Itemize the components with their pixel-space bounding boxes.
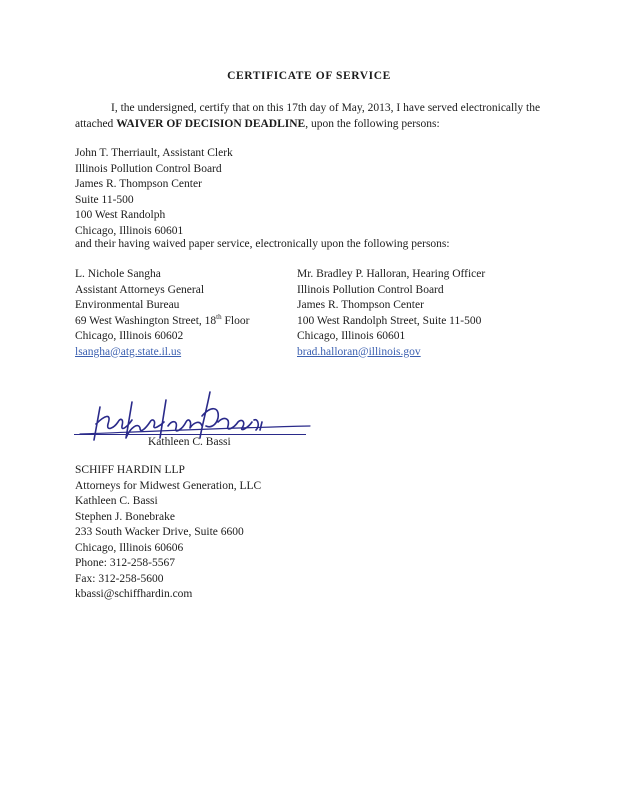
signature-line	[74, 434, 306, 435]
firm-phone: Phone: 312-258-5567	[75, 557, 175, 569]
firm-email[interactable]: kbassi@schiffhardin.com	[75, 588, 193, 600]
clerk-line: 100 West Randolph	[75, 209, 166, 221]
recipient-right-block	[297, 267, 485, 360]
firm-line: 233 South Wacker Drive, Suite 6600	[75, 526, 244, 538]
clerk-line: James R. Thompson Center	[75, 178, 202, 190]
clerk-line: Chicago, Illinois 60601	[75, 224, 184, 237]
recipient-line: Environmental Bureau	[75, 299, 180, 311]
recipient-street	[75, 314, 249, 330]
recipient-line: Chicago, Illinois 60601	[297, 330, 406, 342]
street-text: 69 West Washington Street, 18	[75, 314, 217, 327]
recipient-line: L. Nichole Sangha	[75, 268, 161, 280]
street-floor: Floor	[221, 314, 250, 327]
certification-paragraph	[75, 100, 555, 132]
clerk-line: Suite 11-500	[75, 193, 134, 206]
firm-contact-block	[75, 463, 261, 603]
ordinal-suffix: th	[216, 312, 222, 321]
clerk-line: John T. Therriault, Assistant Clerk	[75, 147, 233, 159]
recipient-email-link[interactable]: lsangha@atg.state.il.us	[75, 345, 182, 358]
clerk-address-block	[75, 146, 233, 239]
firm-line: Kathleen C. Bassi	[75, 495, 158, 507]
firm-line: Chicago, Illinois 60606	[75, 541, 184, 554]
signer-name: Kathleen C. Bassi	[148, 436, 231, 448]
recipient-left-block	[75, 267, 249, 360]
recipient-email-link[interactable]: brad.halloran@illinois.gov	[297, 345, 421, 358]
firm-line: Attorneys for Midwest Generation, LLC	[75, 479, 262, 492]
recipient-line: 100 West Randolph Street, Suite 11-500	[297, 314, 482, 327]
firm-line: Stephen J. Bonebrake	[75, 510, 175, 523]
recipient-city: Chicago, Illinois 60602	[75, 330, 184, 342]
recipient-line: Mr. Bradley P. Halloran, Hearing Officer	[297, 268, 486, 280]
waived-service-text: and their having waived paper service, electronically upon the following persons:	[75, 238, 450, 250]
firm-fax: Fax: 312-258-5600	[75, 572, 164, 585]
recipient-line: Assistant Attorneys General	[75, 283, 205, 296]
recipient-line: James R. Thompson Center	[297, 299, 424, 311]
firm-line: SCHIFF HARDIN LLP	[75, 464, 185, 476]
clerk-line: Illinois Pollution Control Board	[75, 162, 222, 175]
recipient-line: Illinois Pollution Control Board	[297, 283, 444, 296]
intro-text-end: , upon the following persons:	[305, 118, 440, 130]
document-title: CERTIFICATE OF SERVICE	[227, 70, 391, 82]
served-document-name: WAIVER OF DECISION DEADLINE	[116, 118, 306, 130]
intro-text-start: I, the undersigned, certify that on this 17th day of May, 2013, I have served electronically the attached	[75, 102, 541, 130]
